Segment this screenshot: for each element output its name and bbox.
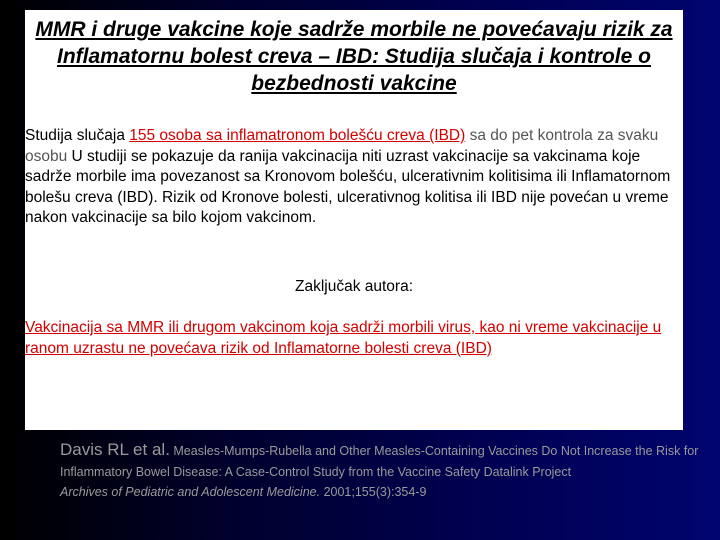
study-subjects-highlight: 155 osoba sa inflamatronom bolešću creva (IBD) xyxy=(129,127,466,144)
study-lead: Studija slučaja xyxy=(25,127,130,144)
slide-panel xyxy=(25,10,683,430)
conclusion-text: Vakcinacija sa MMR ili drugom vakcinom koja sadrži morbili virus, kao ni vreme vakcinacije u ranom uzrastu ne povećava rizik od Inflamatorne bolesti creva (IBD) xyxy=(25,319,662,357)
study-findings: U studiji se pokazuje da ranija vakcinacija niti uzrast vakcinacije sa vakcinama koje sadrže morbile ima povezanost sa Kronovom bolešću, ulcerativnim kolitisima ili Inflamatornom bolešu creva (IBD). Rizik od Kronove bolesti, ulcerativnog kolitisa ili IBD nije povećan u vreme nakon vakcinacije sa bilo kojom vakcinom. xyxy=(25,147,671,226)
study-controls-text: sa do pet kontrola za svaku osobu xyxy=(25,127,659,165)
study-description xyxy=(25,126,679,229)
citation-title: Measles-Mumps-Rubella and Other Measles-Containing Vaccines Do Not Increase the Risk for Inflammatory Bowel Disease: A Case-Control Study from the Vaccine Safety Datalink Project xyxy=(60,444,699,479)
citation-journal: Archives of Pediatric and Adolescent Medicine. xyxy=(60,485,321,499)
citation-ref: 2001;155(3):354-9 xyxy=(320,485,427,499)
citation xyxy=(60,440,715,503)
conclusion-label: Zaključak autora: xyxy=(294,278,414,295)
citation-authors: Davis RL et al. xyxy=(60,440,170,459)
slide-title: MMR i druge vakcine koje sadrže morbile ne povećavaju rizik za Inflamatornu bolest creva – IBD: Studija slučaja i kontrole o bezbednosti vakcine xyxy=(35,18,673,95)
